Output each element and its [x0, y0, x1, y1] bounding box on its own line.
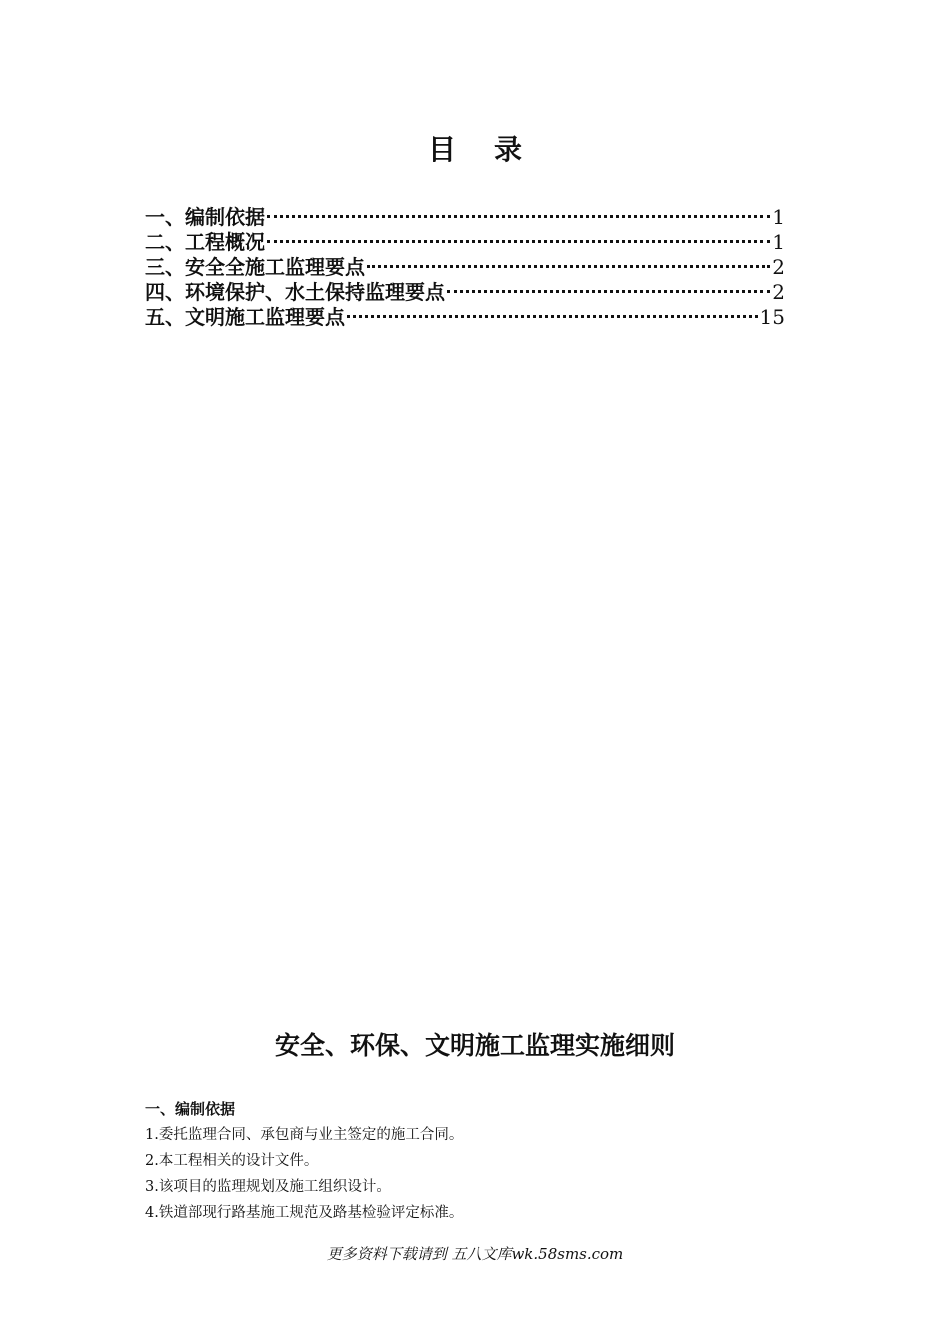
toc-dot-leader	[267, 199, 770, 224]
toc-dot-leader	[367, 249, 770, 274]
section-list	[145, 1122, 463, 1226]
list-item: 3.该项目的监理规划及施工组织设计。	[145, 1179, 391, 1195]
toc-entry-label: 三、安全全施工监理要点	[145, 255, 365, 279]
toc-title: 目录	[427, 133, 560, 166]
toc-entry-label: 五、文明施工监理要点	[145, 305, 345, 329]
toc-entry-label: 二、工程概况	[145, 230, 265, 254]
toc-dot-leader	[347, 299, 758, 324]
toc-entry-page: 2	[772, 280, 785, 304]
toc-entry-page: 1	[772, 205, 785, 229]
toc-entry-page: 1	[772, 230, 785, 254]
toc-entry-page: 15	[759, 305, 785, 329]
toc-entry-label: 一、编制依据	[145, 205, 265, 229]
list-item: 1.委托监理合同、承包商与业主签定的施工合同。	[145, 1127, 464, 1143]
toc-dot-leader	[447, 274, 770, 299]
list-item: 2.本工程相关的设计文件。	[145, 1153, 319, 1169]
toc-entry-label: 四、环境保护、水土保持监理要点	[145, 280, 445, 304]
toc-entry-page: 2	[772, 255, 785, 279]
document-title: 安全、环保、文明施工监理实施细则	[274, 1031, 675, 1060]
section-heading: 一、编制依据	[145, 1100, 236, 1118]
toc-dot-leader	[267, 224, 770, 249]
footer-note: 更多资料下载请到 五八文库wk.58sms.com	[326, 1245, 624, 1263]
toc-list	[145, 199, 785, 329]
toc-entry[interactable]	[145, 199, 785, 229]
list-item: 4.铁道部现行路基施工规范及路基检验评定标准。	[145, 1205, 464, 1221]
